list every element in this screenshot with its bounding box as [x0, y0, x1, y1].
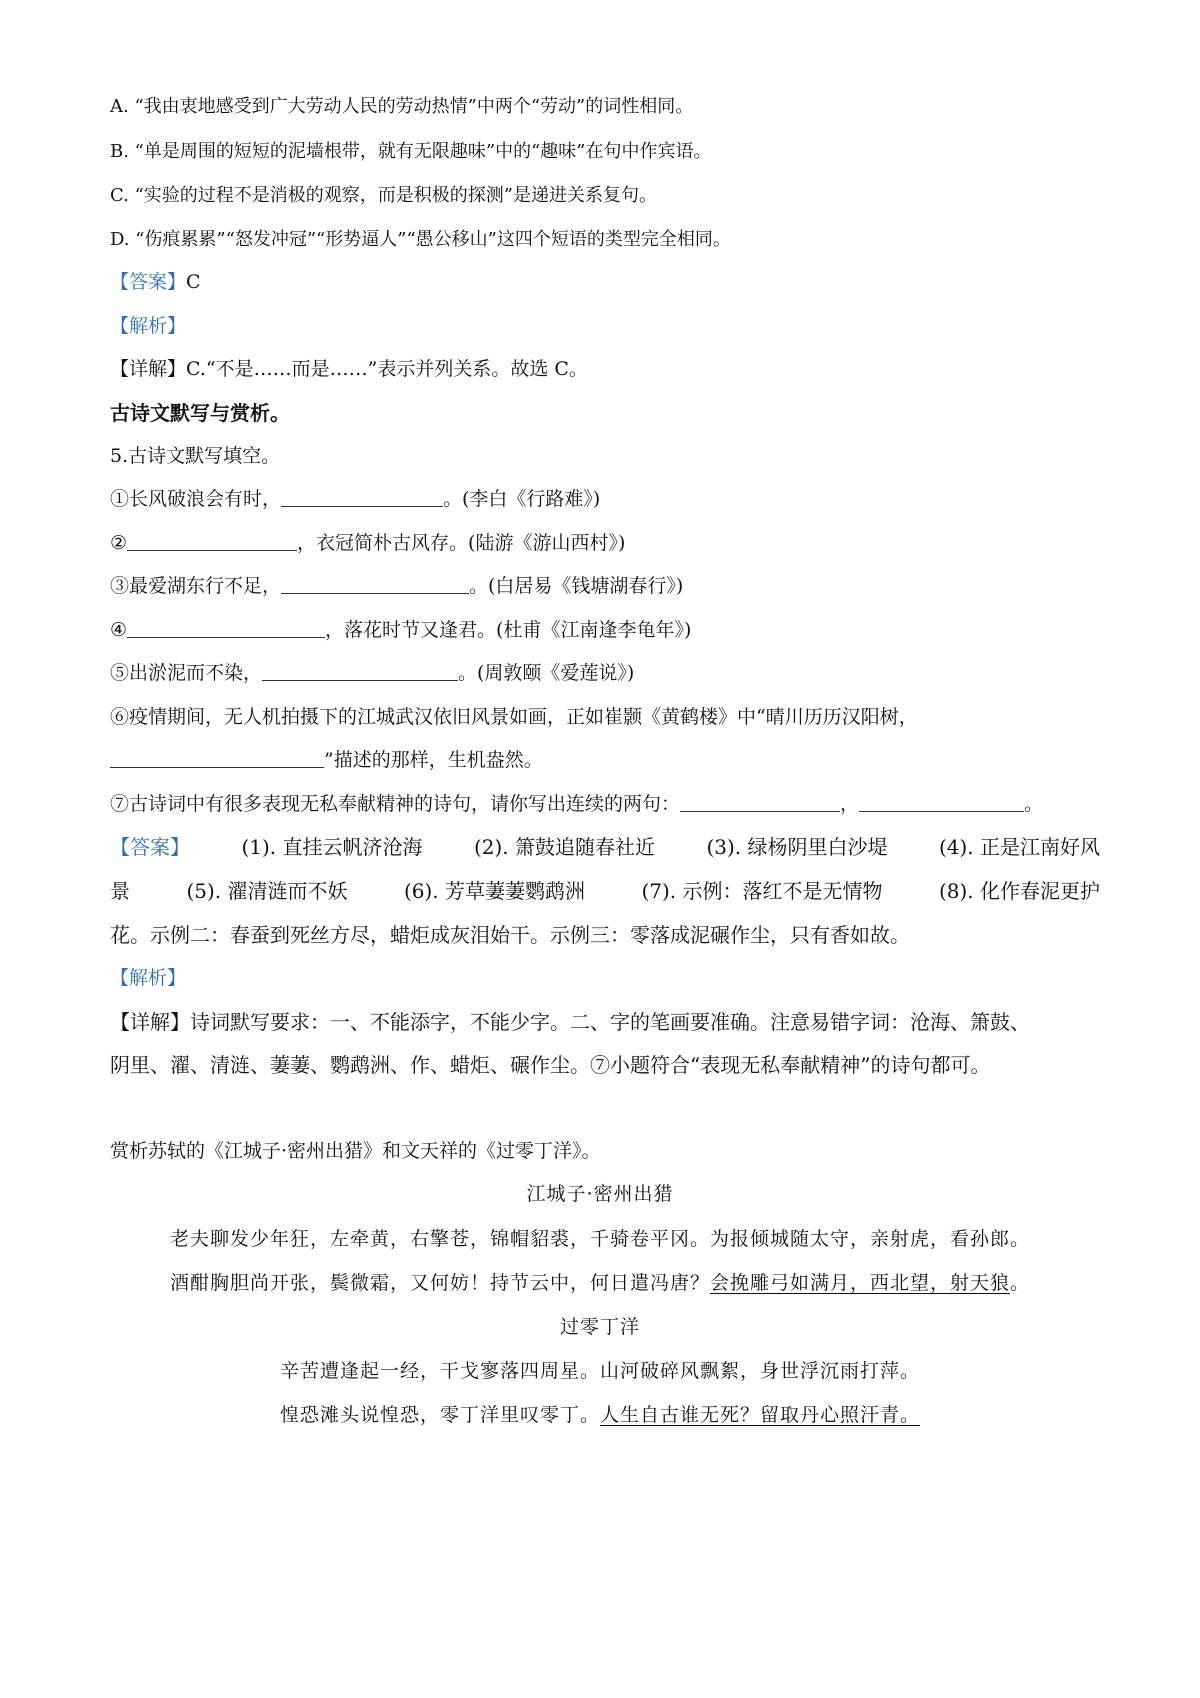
section-title: 古诗文默写与赏析。: [110, 401, 290, 425]
analysis-label: 【解析】: [110, 967, 187, 989]
option-c: C. “实验的过程不是消极的观察，而是积极的探测”是递进关系复句。: [110, 185, 657, 206]
answer-label: 【答案】: [110, 271, 187, 293]
detail-label: 【详解】: [110, 1010, 190, 1034]
answer-6: (6). 芳草萋萋鹦鹉洲: [403, 879, 585, 903]
answer-4-cont: 景: [110, 879, 130, 903]
q5-item-3: [110, 573, 683, 599]
poem2-line-1: 辛苦遭逢起一经，干戈寥落四周星。山河破碎风飘絮，身世浮沉雨打萍。: [279, 1360, 920, 1382]
poem-text: 。: [1010, 1272, 1031, 1294]
poem2-title: 过零丁洋: [559, 1316, 640, 1338]
q5-item-7: [110, 791, 1043, 817]
q4-analysis-line: [110, 313, 186, 339]
item-text: ”描述的那样，生机盎然。: [324, 749, 543, 771]
fill-blank[interactable]: [281, 486, 443, 507]
detail-text: C.“不是……而是……”表示并列关系。故选 C。: [186, 358, 588, 380]
q5-answer-row-1: [110, 834, 1100, 860]
option-d: D. “伤痕累累”“怒发冲冠”“形势逼人”“愚公移山”这四个短语的类型完全相同。: [110, 229, 731, 250]
q5-item-1: [110, 486, 600, 512]
answer-3: (3). 绿杨阴里白沙堤: [706, 835, 888, 859]
fill-blank[interactable]: [859, 791, 1024, 812]
fill-blank[interactable]: [110, 747, 324, 768]
option-b: B. “单是周围的短短的泥墙根带，就有无限趣味”中的“趣味”在句中作宾语。: [110, 141, 712, 162]
item-text: ⑦古诗词中有很多表现无私奉献精神的诗句，请你写出连续的两句：: [110, 793, 681, 815]
underlined-text: 人生自古谁无死？留取丹心照汗青。: [600, 1404, 921, 1426]
item-source: 。(白居易《钱塘湖春行》): [469, 575, 684, 597]
detail-label: 【详解】: [110, 358, 187, 380]
fill-blank[interactable]: [281, 573, 469, 594]
answer-7: (7). 示例：落红不是无情物: [641, 879, 883, 903]
item-text: ⑤出淤泥而不染，: [110, 662, 263, 684]
item-text: ④: [110, 619, 128, 641]
item-text: ，: [840, 793, 860, 815]
fill-blank[interactable]: [127, 530, 297, 551]
q5-item-6b: [110, 747, 543, 773]
fill-blank[interactable]: [262, 660, 458, 681]
answer-4: (4). 正是江南好风: [938, 835, 1100, 859]
q4-answer-line: [110, 269, 201, 295]
q5-item-4: [110, 617, 691, 643]
q5-item-2: [110, 530, 625, 556]
q5-item-5: [110, 660, 634, 686]
item-text: ③最爱湖东行不足，: [110, 575, 282, 597]
q5-answer-row-2: [110, 878, 1100, 904]
poem1-line-1: 老夫聊发少年狂，左牵黄，右擎苍，锦帽貂裘，千骑卷平冈。为报倾城随太守，亲射虎，看孙郎。: [169, 1228, 1030, 1250]
answer-value: C: [186, 271, 201, 293]
poem2-line-2: [0, 1402, 1200, 1428]
poem1-title: 江城子·密州出猎: [526, 1183, 674, 1205]
poem-text: 惶恐滩头说惶恐，零丁洋里叹零丁。: [279, 1404, 600, 1426]
analysis-label: 【解析】: [110, 315, 187, 337]
item-text: ②: [110, 532, 128, 554]
q5-title: 5.古诗文默写填空。: [110, 445, 281, 467]
poem-text: 酒酣胸胆尚开张，鬓微霜，又何妨！持节云中，何日遣冯唐？: [169, 1272, 710, 1294]
q5-detail-line-1: [110, 1009, 1030, 1035]
answer-5: (5). 濯清涟而不妖: [186, 879, 348, 903]
item-text: ①长风破浪会有时，: [110, 488, 282, 510]
q4-detail-line: [110, 356, 588, 382]
answer-label: 【答案】: [110, 835, 190, 859]
answer-8: (8). 化作春泥更护: [938, 879, 1100, 903]
item-source: 。(周敦颐《爱莲说》): [458, 662, 635, 684]
q5-answer-row-3: 花。示例二：春蚕到死丝方尽，蜡炬成灰泪始干。示例三：零落成泥碾作尘，只有香如故。: [110, 923, 910, 947]
fill-blank[interactable]: [127, 617, 325, 638]
item-source: 。(李白《行路难》): [443, 488, 601, 510]
appreciation-intro: 赏析苏轼的《江城子·密州出猎》和文天祥的《过零丁洋》。: [110, 1140, 601, 1162]
q5-analysis-line: [110, 965, 186, 991]
answer-1: (1). 直挂云帆济沧海: [241, 835, 423, 859]
answer-2: (2). 箫鼓追随春社近: [473, 835, 655, 859]
item-source: ，落花时节又逢君。(杜甫《江南逢李龟年》): [325, 619, 692, 641]
item-text: 。: [1024, 793, 1044, 815]
item-source: ，衣冠简朴古风存。(陆游《游山西村》): [297, 532, 626, 554]
fill-blank[interactable]: [680, 791, 840, 812]
q5-item-6a: ⑥疫情期间，无人机拍摄下的江城武汉依旧风景如画，正如崔颢《黄鹤楼》中“晴川历历汉阳树，: [110, 706, 918, 728]
option-a: A. “我由衷地感受到广大劳动人民的劳动热情”中两个“劳动”的词性相同。: [110, 96, 694, 117]
q5-detail-line-2: 阴里、濯、清涟、萋萋、鹦鹉洲、作、蜡炬、碾作尘。⑦小题符合“表现无私奉献精神”的诗句都可。: [110, 1053, 991, 1077]
poem1-line-2: [0, 1270, 1200, 1296]
underlined-text: 会挽雕弓如满月，西北望，射天狼: [709, 1272, 1010, 1294]
detail-text: 诗词默写要求：一、不能添字，不能少字。二、字的笔画要准确。注意易错字词：沧海、箫鼓、: [190, 1010, 1030, 1034]
